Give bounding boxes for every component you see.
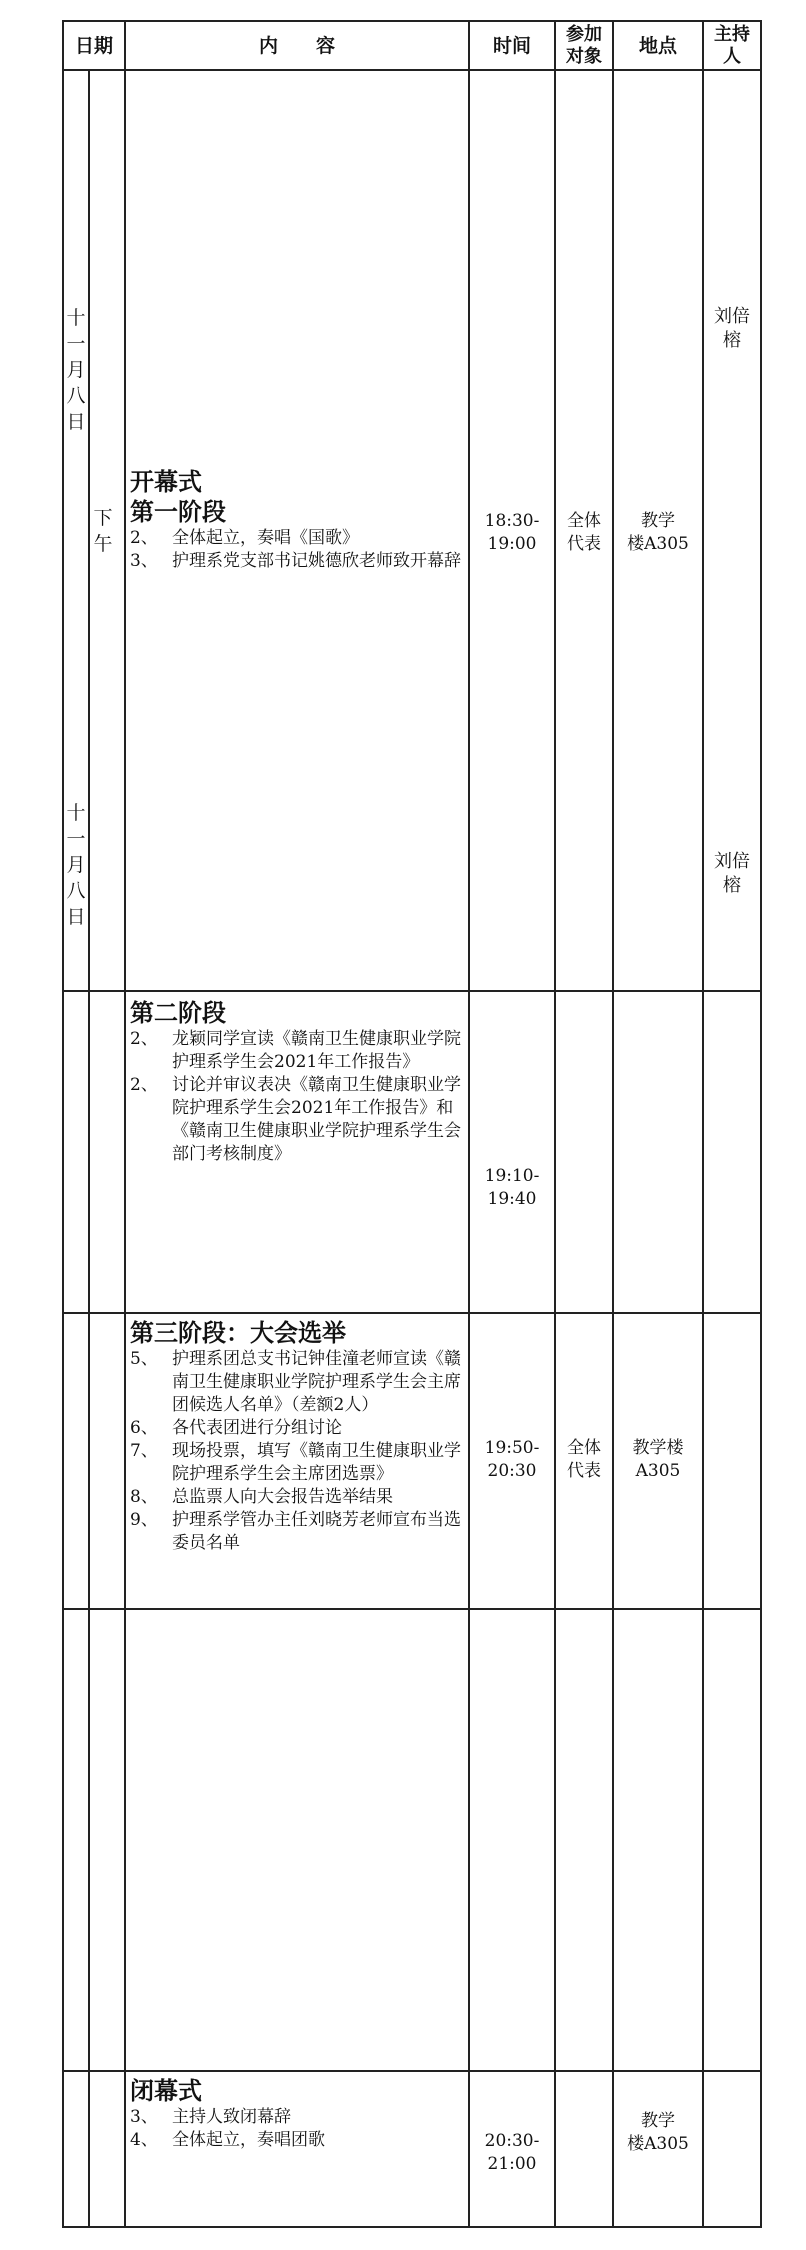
col-divider: [702, 20, 704, 2228]
stage3-location: 教学楼 A305: [632, 1438, 684, 1481]
stage3-participants: 全体 代表: [567, 1438, 601, 1481]
list-item: [130, 1028, 466, 1074]
row-divider: [62, 1312, 762, 1314]
item-text: 总监票人向大会报告选举结果: [172, 1487, 393, 1507]
item-text: 讨论并审议表决《赣南卫生健康职业学院护理系学生会2021年工作报告》和《赣南卫生健康职业学院护理系学生会部门考核制度》: [172, 1075, 461, 1164]
list-item: [130, 1417, 466, 1440]
list-item: [130, 1509, 466, 1555]
section-subtitle: 第一阶段: [130, 498, 226, 526]
item-number: 8、: [130, 1487, 158, 1507]
row-divider: [62, 1608, 762, 1610]
col-divider: [612, 20, 614, 2228]
item-text: 各代表团进行分组讨论: [172, 1418, 342, 1438]
table-border-bottom: [62, 2226, 762, 2228]
table-border-right: [760, 20, 762, 2228]
opening-participants: 全体 代表: [567, 511, 601, 554]
header-time: 时间: [492, 34, 531, 57]
item-text: 护理系团总支书记钟佳潼老师宣读《赣南卫生健康职业学院护理系学生会主席团候选人名单》（差额2人）: [172, 1349, 461, 1415]
stage2-content: [130, 998, 466, 1166]
list-item: [130, 527, 466, 550]
list-item: [130, 1074, 466, 1166]
list-item: [130, 2106, 466, 2129]
header-participants: 参加 对象: [566, 23, 602, 67]
item-text: 护理系党支部书记姚德欣老师致开幕辞: [172, 551, 461, 571]
stage3-content: [130, 1318, 466, 1555]
host-name: 刘倍榕: [714, 306, 750, 351]
header-date: 日期: [74, 34, 113, 57]
col-divider: [124, 20, 126, 2228]
item-number: 3、: [130, 2107, 158, 2127]
item-text: 主持人致闭幕辞: [172, 2107, 291, 2127]
item-number: 4、: [130, 2130, 158, 2150]
item-number: 6、: [130, 1418, 158, 1438]
stage3-time: 19:50- 20:30: [484, 1438, 540, 1481]
list-item: [130, 1486, 466, 1509]
header-content: 内 容: [258, 34, 335, 57]
item-text: 全体起立，奏唱《国歌》: [172, 528, 359, 548]
opening-time: 18:30- 19:00: [484, 511, 540, 554]
list-item: [130, 550, 466, 573]
row-divider: [62, 2070, 762, 2072]
row-divider: [62, 990, 762, 992]
period-label: 下午: [93, 507, 113, 555]
section-title: 第二阶段: [130, 999, 226, 1027]
list-item: [130, 1348, 466, 1417]
col-divider: [554, 20, 556, 2228]
section-title: 闭幕式: [130, 2077, 202, 2105]
date-subdivider: [88, 69, 90, 2228]
item-number: 3、: [130, 551, 158, 571]
item-text: 护理系学管办主任刘晓芳老师宣布当选委员名单: [172, 1510, 461, 1553]
list-item: [130, 2129, 466, 2152]
item-number: 9、: [130, 1510, 158, 1530]
stage2-time: 19:10- 19:40: [484, 1166, 540, 1209]
host-name: 刘倍榕: [714, 851, 750, 896]
opening-location: 教学 楼A305: [627, 511, 689, 554]
item-text: 全体起立，奏唱团歌: [172, 2130, 325, 2150]
item-number: 2、: [130, 1075, 158, 1095]
closing-time: 20:30- 21:00: [484, 2131, 540, 2174]
opening-content: [130, 467, 466, 573]
item-number: 7、: [130, 1441, 158, 1461]
col-divider: [468, 20, 470, 2228]
date-label: 十一月八日: [66, 802, 86, 928]
list-item: [130, 1440, 466, 1486]
header-location: 地点: [638, 34, 677, 57]
item-text: 现场投票，填写《赣南卫生健康职业学院护理系学生会主席团选票》: [172, 1441, 461, 1484]
item-number: 2、: [130, 1029, 158, 1049]
closing-location: 教学 楼A305: [627, 2111, 689, 2154]
section-title: 开幕式: [130, 468, 202, 496]
date-label: 十一月八日: [66, 307, 86, 433]
header-divider: [62, 69, 762, 71]
item-number: 2、: [130, 528, 158, 548]
header-host: 主持 人: [714, 23, 750, 67]
closing-content: [130, 2076, 466, 2152]
item-text: 龙颖同学宣读《赣南卫生健康职业学院护理系学生会2021年工作报告》: [172, 1029, 461, 1072]
item-number: 5、: [130, 1349, 158, 1369]
section-title: 第三阶段：大会选举: [130, 1319, 346, 1347]
